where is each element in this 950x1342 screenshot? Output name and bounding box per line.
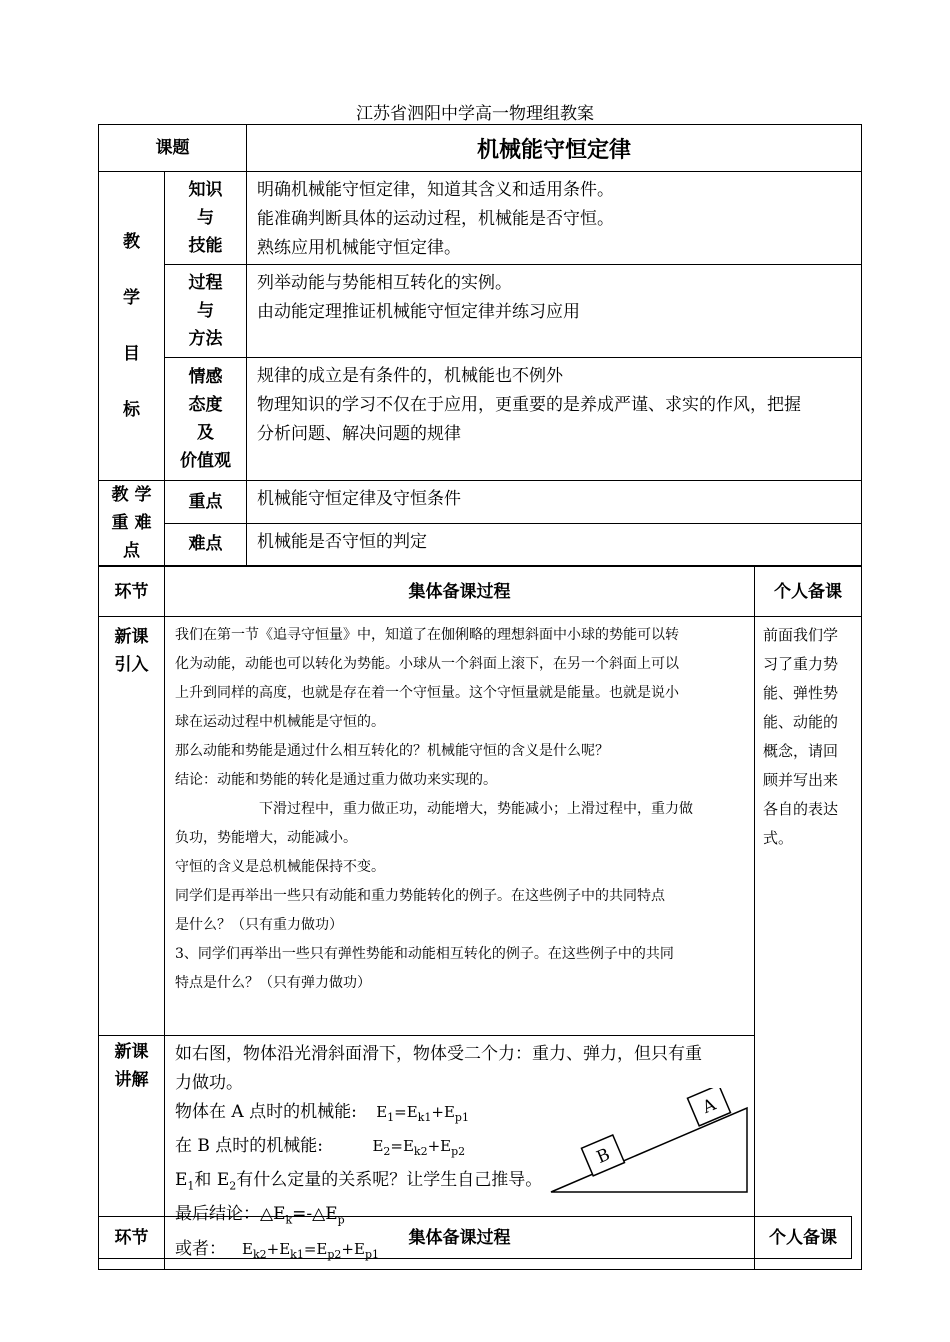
personal-prep-notes: 前面我们学 习了重力势 能、弹性势 能、动能的 概念，请回 顾并写出来 各自的表达 式。: [755, 617, 862, 1270]
block-a-label: A: [699, 1094, 719, 1118]
footer-group-header: 集体备课过程: [165, 1217, 755, 1259]
difficulty-label: 难点: [165, 523, 247, 566]
page-header: 江苏省泗阳中学高一物理组教案: [356, 104, 594, 124]
process-method-label: 过程 与 方法: [165, 265, 247, 358]
block-b: [581, 1135, 624, 1176]
incline-triangle: [551, 1108, 747, 1192]
intro-label: 新课 引入: [99, 617, 165, 1036]
lecture-content: 如右图，物体沿光滑斜面滑下，物体受二个力：重力、弹力，但只有重 力做功。 物体在 A 点时的机械能: $E_1=E_{k1}+E_{p1}$ 在 B 点时的机械能: $E_2=E_{k2}+E_{p2}$ $E_1$和 $E_2$有什么定量的关系呢？让学生自己推导。 最后结论：$\triangle E_k=-\triangle E_p$ 或者： $E_{k2}+E_{k1}=E_{p2}+E_{p1}$ A B: [165, 1036, 755, 1270]
difficulty-content: 机械能是否守恒的判定: [247, 523, 862, 566]
knowledge-skills-label: 知识 与 技能: [165, 172, 247, 265]
group-prep-header: 集体备课过程: [165, 567, 755, 617]
footer-personal-header: 个人备课: [755, 1217, 852, 1259]
process-method-content: 列举动能与势能相互转化的实例。 由动能定理推证机械能守恒定律并练习应用: [247, 265, 862, 358]
block-a: [687, 1088, 730, 1126]
topic-label: 课题: [99, 125, 247, 172]
objectives-label: 教 学 目 标: [99, 172, 165, 481]
key-points-label: 教 学 重 难 点: [99, 481, 165, 566]
emotion-values-content: 规律的成立是有条件的，机械能也不例外 物理知识的学习不仅在于应用，更重要的是养成严谨、求实的作风，把握 分析问题、解决问题的规律: [247, 358, 862, 481]
incline-diagram: [549, 1088, 749, 1198]
process-table: [98, 566, 862, 1270]
focus-content: 机械能守恒定律及守恒条件: [247, 481, 862, 524]
lesson-plan-table: [98, 124, 862, 566]
personal-prep-header: 个人备课: [755, 567, 862, 617]
knowledge-skills-content: 明确机械能守恒定律，知道其含义和适用条件。 能准确判断具体的运动过程，机械能是否守恒。 熟练应用机械能守恒定律。: [247, 172, 862, 265]
lecture-label: 新课 讲解: [99, 1036, 165, 1270]
footer-stage-header: 环节: [99, 1217, 165, 1259]
final-conclusion: 最后结论：$\triangle E_k=-\triangle E_p$: [175, 1204, 345, 1227]
point-a-energy: 物体在 A 点时的机械能: $E_1=E_{k1}+E_{p1}$: [175, 1102, 469, 1124]
stage-header: 环节: [99, 567, 165, 617]
emotion-values-label: 情感 态度 及 价值观: [165, 358, 247, 481]
intro-content: 我们在第一节《追寻守恒量》中，知道了在伽俐略的理想斜面中小球的势能可以转 化为动能，动能也可以转化为势能。小球从一个斜面上滚下，在另一个斜面上可以 上升到同样的高度，也就是存在着一个守恒量。这个守恒量就是能量。也就是说小 球在运动过程中机械能是守恒的。 那么动能和势能是通过什么相互转化的？机械能守恒的含义是什么呢？ 结论：动能和势能的转化是通过重力做功来实现的。 下滑过程中，重力做正功，动能增大，势能减小；上滑过程中，重力做 负功，势能增大，动能减小。 守恒的含义是总机械能保持不变。 同学们是再举出一些只有动能和重力势能转化的例子。在这些例子中的共同特点 是什么？（只有重力做功） 3、同学们再举出一些只有弹性势能和动能相互转化的例子。在这些例子中的共同 特点是什么？（只有弹力做功）: [165, 617, 755, 1036]
block-b-label: B: [593, 1144, 614, 1168]
formula-b: $E_2=E_{k2}+E_{p2}$: [372, 1137, 466, 1158]
point-b-energy: 在 B 点时的机械能: $E_2=E_{k2}+E_{p2}$: [175, 1136, 466, 1158]
topic-title: 机械能守恒定律: [247, 125, 862, 172]
relation-question: $E_1$和 $E_2$有什么定量的关系呢？让学生自己推导。: [175, 1170, 543, 1193]
focus-label: 重点: [165, 481, 247, 524]
formula-a: $E_1=E_{k1}+E_{p1}$: [376, 1103, 469, 1124]
next-page-header-table: [98, 1216, 852, 1259]
alternate-formula: 或者： $E_{k2}+E_{k1}=E_{p2}+E_{p1}$: [175, 1238, 379, 1261]
